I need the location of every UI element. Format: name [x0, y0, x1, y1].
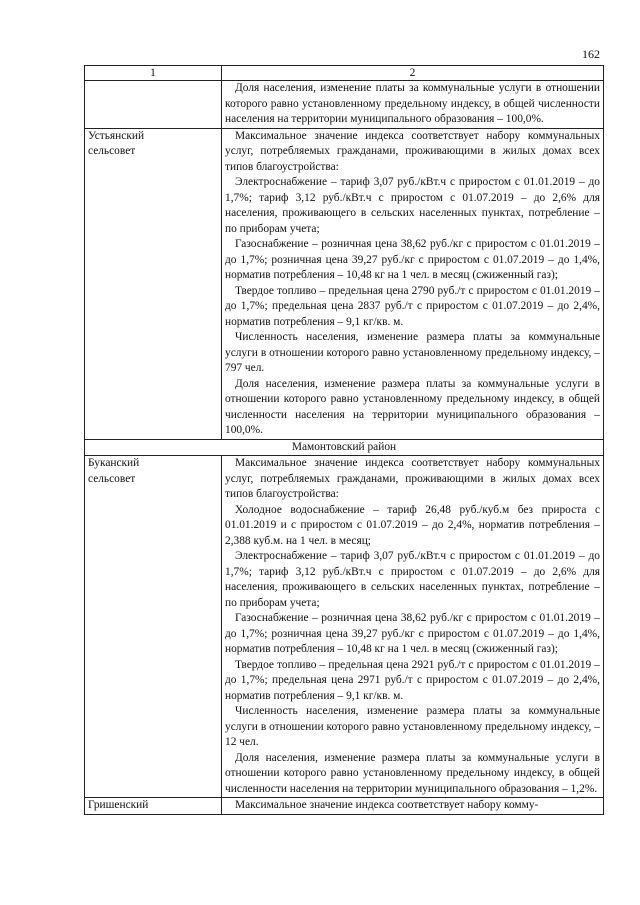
- description-paragraph: Газоснабжение – розничная цена 38,62 руб./кг с приростом с 01.01.2019 – до 1,7%; розничная цена 39,27 руб./кг с приростом с 01.07.2019 – до 1,4%, норматив потребления – 10,48 кг на 1 чел. в месяц (сжиженный газ);: [225, 238, 600, 281]
- column-header-1: 1: [85, 66, 222, 81]
- description-paragraph: Газоснабжение – розничная цена 38,62 руб./кг с приростом с 01.01.2019 – до 1,7%; розничная цена 39,27 руб./кг с приростом с 01.07.2019 – до 1,4%, норматив потребления – 10,48 кг на 1 чел. в месяц (сжиженный газ);: [225, 612, 600, 655]
- municipality-name: [85, 456, 222, 798]
- index-description: [222, 128, 604, 439]
- table-row: [85, 81, 604, 129]
- description-paragraph: Твердое топливо – предельная цена 2790 руб./т с приростом с 01.01.2019 – до 1,7%; предельная цена 2837 руб./т с приростом с 01.07.2019 – до 2,4%, норматив потребления – 9,1 кг/кв. м.: [225, 284, 600, 328]
- description-paragraph: Максимальное значение индекса соответствует набору коммунальных услуг, потребляемых гражданами, проживающими в жилых домах всех типов благоустройства:: [225, 457, 600, 500]
- table-row: [85, 128, 604, 439]
- municipality-name-line: сельсовет: [88, 145, 136, 157]
- description-paragraph: Численность населения, изменение размера платы за коммунальные услуги в отношении которого равно установленному предельному индексу, – 12 чел.: [225, 705, 600, 748]
- description-paragraph: Электроснабжение – тариф 3,07 руб./кВт.ч с приростом с 01.01.2019 – до 1,7%; тариф 3,12 руб./кВт.ч с приростом с 01.07.2019 – до 2,6% для населения, проживающего в сельских населенных пунктах, потребление – по приборам учета;: [225, 176, 600, 235]
- region-row: [85, 439, 604, 456]
- description-paragraph: Твердое топливо – предельная цена 2921 руб./т с приростом с 01.01.2019 – до 1,7%; предельная цена 2971 руб./т с приростом с 01.07.2019 – до 2,4%, норматив потребления – 9,1 кг/кв. м.: [225, 658, 600, 702]
- municipality-name-line: Устьянский: [88, 129, 145, 142]
- region-title: Мамонтовский район: [85, 439, 604, 456]
- index-description: [222, 81, 604, 129]
- description-paragraph: Доля населения, изменение платы за коммунальные услуги в отношении которого равно установленному предельному индексу, в общей численности населения на территории муниципального образования – 100,0%.: [225, 82, 600, 125]
- municipality-name: [85, 798, 222, 815]
- description-paragraph: Максимальное значение индекса соответствует набору комму-: [235, 799, 539, 811]
- municipality-name: [85, 128, 222, 439]
- municipality-name-line: Буканский: [88, 457, 140, 469]
- municipality-name: [85, 81, 222, 129]
- description-paragraph: Численность населения, изменение размера платы за коммунальные услуги в отношении которого равно установленному предельному индексу, – 797 чел.: [225, 331, 600, 374]
- description-paragraph: Доля населения, изменение размера платы за коммунальные услуги в отношении которого равно установленному предельному индексу, в общей численности населения на территории муниципального образования – 100,0%.: [225, 377, 600, 436]
- municipality-name-line: сельсовет: [88, 472, 136, 485]
- description-paragraph: Холодное водоснабжение – тариф 26,48 руб./куб.м без прироста с 01.01.2019 и с приростом с 01.07.2019 – до 2,4%, норматив потребления – 2,388 куб.м. на 1 чел. в месяц;: [225, 503, 600, 547]
- column-header-2: 2: [222, 66, 604, 81]
- table-body: [85, 81, 604, 815]
- table-row: [85, 456, 604, 798]
- table-header: [85, 66, 604, 81]
- page-number: 162: [582, 47, 600, 61]
- index-description: [222, 456, 604, 798]
- tariff-table: [84, 65, 604, 815]
- table-row: [85, 798, 604, 815]
- description-paragraph: Доля населения, изменение размера платы за коммунальные услуги в отношении которого равно установленному предельному индексу, в общей численности населения на территории муниципального образования – 1,2%.: [225, 751, 600, 795]
- description-paragraph: Максимальное значение индекса соответствует набору коммунальных услуг, потребляемых гражданами, проживающими в жилых домах всех типов благоустройства:: [225, 129, 600, 173]
- index-description: [222, 798, 604, 815]
- municipality-name-line: Гришенский: [88, 799, 149, 811]
- description-paragraph: Электроснабжение – тариф 3,07 руб./кВт.ч с приростом с 01.01.2019 – до 1,7%; тариф 3,12 руб./кВт.ч с приростом с 01.07.2019 – до 2,6% для населения, проживающего в сельских населенных пунктах, потребление – по приборам учета;: [225, 550, 600, 609]
